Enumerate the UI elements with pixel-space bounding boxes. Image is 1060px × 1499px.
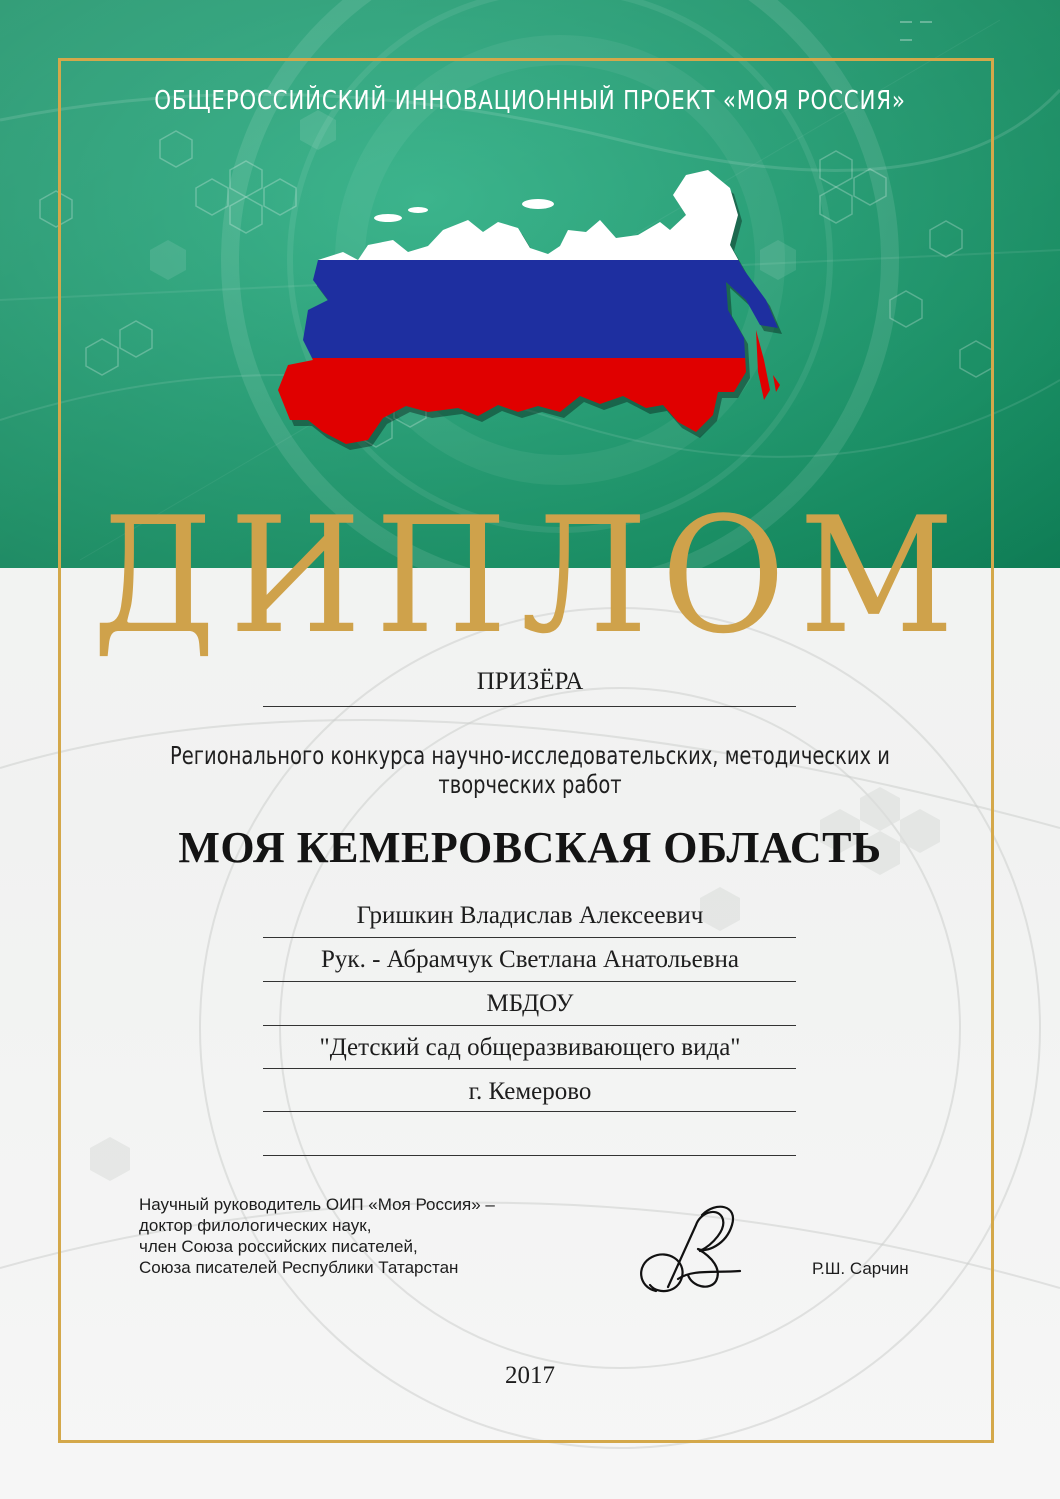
- divider-line: [263, 706, 796, 707]
- organization-name: "Детский сад общеразвивающего вида": [319, 1034, 741, 1061]
- contest-name: Регионального конкурса научно-исследовательских, методических и творческих работ: [170, 741, 890, 799]
- signatory-description-line: Научный руководитель ОИП «Моя Россия» –: [139, 1195, 495, 1214]
- russia-flag-map-illustration: [268, 160, 788, 450]
- supervisor-name: Рук. - Абрамчук Светлана Анатольевна: [321, 946, 739, 973]
- contest-title: МОЯ КЕМЕРОВСКАЯ ОБЛАСТЬ: [178, 823, 882, 872]
- divider-line: [263, 981, 796, 982]
- diploma-title: ДИПЛОМ: [92, 482, 968, 669]
- divider-line: [263, 937, 796, 938]
- award-level: ПРИЗЁРА: [476, 668, 584, 695]
- organization-type: МБДОУ: [486, 990, 574, 1017]
- divider-line: [263, 1068, 796, 1069]
- project-title: ОБЩЕРОССИЙСКИЙ ИННОВАЦИОННЫЙ ПРОЕКТ «МОЯ РОССИЯ»: [154, 86, 906, 116]
- year: 2017: [505, 1362, 555, 1389]
- signatory-description-line: доктор филологических наук,: [139, 1216, 372, 1235]
- divider-line: [263, 1111, 796, 1112]
- recipient-name: Гришкин Владислав Алексеевич: [356, 902, 704, 929]
- divider-line: [263, 1155, 796, 1156]
- signatory-description-line: Союза писателей Республики Татарстан: [139, 1258, 459, 1277]
- city: г. Кемерово: [468, 1078, 592, 1105]
- signatory-description: [139, 1194, 495, 1278]
- divider-line: [263, 1025, 796, 1026]
- signatory-description-line: член Союза российских писателей,: [139, 1237, 418, 1256]
- handwritten-signature: [628, 1195, 748, 1305]
- signatory-name: Р.Ш. Сарчин: [812, 1259, 909, 1278]
